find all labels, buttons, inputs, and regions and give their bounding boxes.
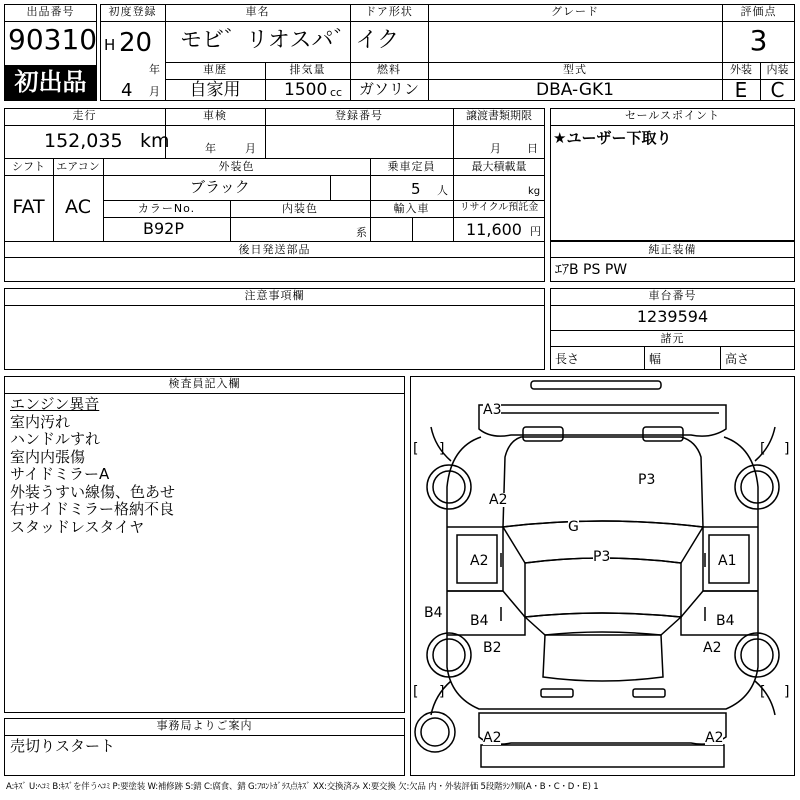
- inspector-line: 室内内張傷: [10, 447, 86, 466]
- fuel-value: ガソリン: [358, 80, 419, 98]
- capacity-value: 5: [411, 180, 421, 198]
- interior-label: 内装: [766, 63, 789, 76]
- ext-color-label: 外装色: [218, 160, 255, 173]
- score-value: 3: [749, 24, 768, 57]
- mileage-value: 152,035: [44, 130, 123, 152]
- displacement-label: 排気量: [289, 63, 326, 76]
- reg-no-label: 登録番号: [335, 109, 383, 122]
- displacement-value: 1500: [284, 80, 328, 100]
- sales-point-label: セールスポイント: [624, 109, 720, 122]
- legend-text: A:ｷｽﾞ U:ﾍｺﾐ B:ｷｽﾞを伴うﾍｺﾐ P:要塗装 W:補修跡 S:錆 C:腐食、錆 G:ﾌﾛﾝﾄｶﾞﾗｽ点ｷｽﾞ XX:交換済み X:要交換 欠:欠品 内・外装評価 5段階ﾗﾝｸ順(A・B・C・D・E) 1: [6, 782, 599, 792]
- car-name: モビ゛リオスパ゛イク: [180, 28, 400, 53]
- chassis-label: 車台番号: [648, 289, 697, 302]
- import-label: 輸入車: [393, 202, 430, 215]
- transfer-month-unit: 月: [490, 142, 501, 155]
- exterior-label: 外装: [730, 63, 752, 76]
- mark-hood-p3: P3: [638, 472, 656, 488]
- mark-hood-a2: A2: [489, 492, 508, 508]
- grade-label: グレード: [551, 5, 599, 18]
- int-color-unit: 系: [356, 226, 367, 239]
- height-label: 高さ: [725, 352, 750, 366]
- notes-label: 注意事項欄: [244, 289, 305, 302]
- length-label: 長さ: [555, 352, 580, 366]
- bracket-left-bot-open: [: [413, 684, 419, 700]
- equipment-label: 純正装備: [648, 243, 697, 256]
- ac-value: AC: [65, 196, 91, 218]
- office-text: 売切りスタート: [10, 737, 116, 755]
- fuel-label: 燃料: [377, 63, 401, 76]
- bracket-right-bot-close: ]: [784, 684, 790, 700]
- later-parts-label: 後日発送部品: [238, 243, 311, 256]
- inspector-line: エンジン異音: [10, 395, 100, 413]
- chassis-number: 1239594: [636, 307, 709, 326]
- mark-windshield-g: G: [568, 519, 579, 535]
- mark-bottom-right-a2: A2: [705, 730, 724, 746]
- displacement-unit: cc: [330, 86, 343, 99]
- mark-left-sill-b4: B4: [424, 605, 443, 621]
- equipment-text: ｴｱB PS PW: [555, 262, 628, 278]
- ac-label: エアコン: [56, 160, 100, 173]
- office-label: 事務局よりご案内: [156, 719, 253, 732]
- mark-bottom-left-a2: A2: [483, 730, 502, 746]
- history-value: 自家用: [189, 80, 241, 100]
- month: 4: [121, 80, 133, 101]
- max-load-label: 最大積載量: [471, 160, 527, 173]
- history-label: 車歴: [203, 63, 227, 76]
- inspector-line: サイドミラーA: [10, 465, 110, 483]
- year-unit: 年: [149, 63, 160, 76]
- inspector-line: 室内汚れ: [10, 412, 71, 431]
- exterior-grade: E: [734, 78, 748, 102]
- bracket-right-top-open: [: [760, 441, 766, 457]
- mark-left-rear-door-b4: B4: [470, 613, 489, 629]
- lot-label: 出品番号: [26, 5, 75, 18]
- mark-right-rear-a2: A2: [703, 640, 722, 656]
- shift-value: FAT: [12, 196, 45, 218]
- model-label: 型式: [563, 63, 587, 76]
- first-listing-text: 初出品: [14, 68, 87, 96]
- inspection-label: 車検: [203, 109, 227, 122]
- era: H: [104, 36, 116, 54]
- ext-color-value: ブラック: [190, 178, 250, 196]
- month-unit: 月: [149, 85, 160, 98]
- shift-label: シフト: [12, 160, 45, 173]
- bracket-right-top-close: ]: [784, 441, 790, 457]
- inspection-month-unit: 月: [245, 142, 256, 155]
- inspector-label: 検査員記入欄: [168, 377, 241, 390]
- color-no-label: カラーNo.: [137, 202, 196, 215]
- mark-right-front-door: A1: [718, 553, 737, 569]
- inspector-line: スタッドレスタイヤ: [10, 517, 145, 536]
- mark-roof-p3: P3: [593, 549, 611, 565]
- inspector-line: ハンドルすれ: [10, 430, 101, 448]
- capacity-unit: 人: [437, 184, 448, 197]
- damage-diagram: [410, 376, 795, 776]
- mark-top-a3: A3: [483, 402, 502, 418]
- transfer-day-unit: 日: [527, 142, 538, 155]
- bracket-left-top-open: [: [413, 441, 419, 457]
- door-label: ドア形状: [365, 5, 413, 18]
- mileage-label: 走行: [72, 109, 97, 122]
- inspector-notes: [10, 396, 175, 536]
- recycle-unit: 円: [530, 225, 541, 238]
- sales-point-box: [550, 108, 795, 241]
- lot-number: 90310: [8, 23, 98, 56]
- inspector-line: 外装うすい線傷、色あせ: [10, 482, 176, 501]
- color-no-value: B92P: [143, 219, 184, 238]
- inspection-year-unit: 年: [205, 142, 216, 155]
- int-color-label: 内装色: [282, 202, 318, 215]
- first-reg-label: 初度登録: [108, 5, 157, 18]
- model-code: DBA-GK1: [536, 80, 614, 100]
- mark-right-rear-door-b4: B4: [716, 613, 735, 629]
- width-label: 幅: [649, 352, 662, 366]
- sales-point-text: ★ユーザー下取り: [553, 129, 672, 147]
- score-label: 評価点: [740, 5, 777, 18]
- bracket-right-bot-open: [: [760, 684, 766, 700]
- recycle-amount: 11,600: [466, 220, 522, 239]
- inspector-line: 右サイドミラー格納不良: [10, 500, 174, 518]
- recycle-label: リサイクル預託金: [459, 202, 539, 213]
- mark-left-rear-b2: B2: [483, 640, 502, 656]
- max-load-unit: kg: [528, 186, 541, 197]
- bracket-left-top-close: ]: [439, 441, 445, 457]
- dims-label: 諸元: [660, 332, 685, 345]
- car-name-label: 車名: [245, 5, 270, 18]
- bracket-left-bot-close: ]: [439, 684, 445, 700]
- mileage-unit: km: [140, 130, 170, 152]
- mark-left-front-door: A2: [470, 553, 489, 569]
- capacity-label: 乗車定員: [387, 160, 436, 173]
- year: 20: [119, 28, 153, 58]
- interior-grade: C: [770, 78, 785, 102]
- transfer-label: 譲渡書類期限: [466, 109, 532, 122]
